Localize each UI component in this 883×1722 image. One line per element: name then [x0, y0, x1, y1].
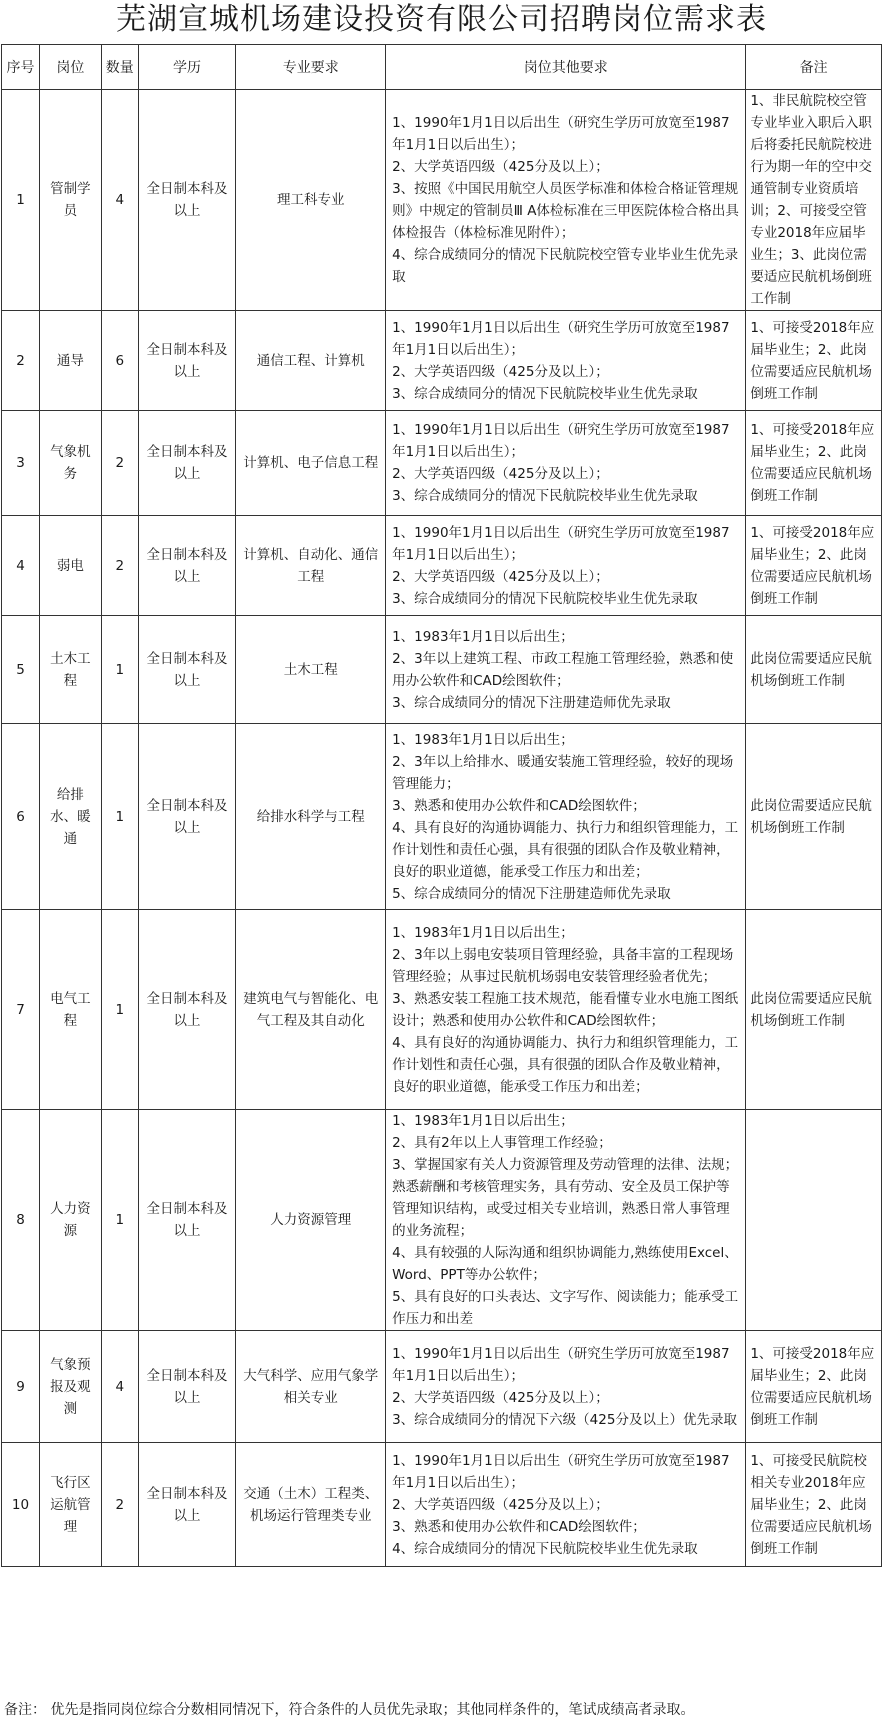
cell-note: 1、可接受2018年应届毕业生；2、此岗位需要适应民航机场倒班工作制: [746, 1331, 882, 1443]
requirement-item: 1、1983年1月1日以后出生；: [392, 731, 574, 748]
cell-no: 4: [2, 516, 40, 616]
cell-position: 给排水、暖通: [39, 724, 101, 910]
cell-note: 1、可接受2018年应届毕业生；2、此岗位需要适应民航机场倒班工作制: [746, 411, 882, 516]
cell-position: 人力资源: [39, 1110, 101, 1331]
requirement-item: 3、熟悉和使用办公软件和CAD绘图软件；: [392, 797, 646, 814]
cell-note: 1、非民航院校空管专业毕业入职后入职后将委托民航院校进行为期一年的空中交通管制专业资质培训；2、可接受空管专业2018年应届毕业生；3、此岗位需要适应民航机场倒班工作制: [746, 90, 882, 311]
requirement-item: 4、综合成绩同分的情况下民航院校毕业生优先录取: [392, 1540, 698, 1557]
cell-requirements: [386, 1110, 746, 1331]
cell-major: 土木工程: [236, 616, 386, 724]
cell-note: 1、可接受民航院校相关专业2018年应届毕业生；2、此岗位需要适应民航机场倒班工作制: [746, 1443, 882, 1567]
requirement-item: 2、3年以上建筑工程、市政工程施工管理经验，熟悉和使用办公软件和CAD绘图软件；: [392, 650, 734, 689]
requirement-item: 1、1990年1月1日以后出生（研究生学历可放宽至1987年1月1日以后出生）；: [392, 1345, 730, 1384]
cell-count: 2: [101, 411, 138, 516]
requirement-item: 3、熟悉安装工程施工技术规范，能看懂专业水电施工图纸设计；熟悉和使用办公软件和CAD绘图软件；: [392, 990, 739, 1029]
header-major: 专业要求: [236, 45, 386, 90]
requirement-item: 2、大学英语四级（425分及以上）；: [392, 1389, 609, 1406]
cell-requirements: [386, 724, 746, 910]
cell-count: 4: [101, 90, 138, 311]
requirement-item: 1、1983年1月1日以后出生；: [392, 628, 574, 645]
cell-position: 土木工程: [39, 616, 101, 724]
cell-major: 计算机、自动化、通信工程: [236, 516, 386, 616]
requirement-item: 1、1983年1月1日以后出生；: [392, 1113, 574, 1129]
header-education: 学历: [138, 45, 236, 90]
cell-education: 全日制本科及以上: [138, 1110, 236, 1331]
cell-position: 气象预报及观测: [39, 1331, 101, 1443]
cell-education: 全日制本科及以上: [138, 910, 236, 1110]
table-row: [2, 1331, 882, 1443]
requirement-item: 3、综合成绩同分的情况下民航院校毕业生优先录取: [392, 488, 698, 504]
cell-major: 大气科学、应用气象学相关专业: [236, 1331, 386, 1443]
table-row: [2, 724, 882, 910]
header-requirements: 岗位其他要求: [386, 45, 746, 90]
cell-education: 全日制本科及以上: [138, 1443, 236, 1567]
cell-note: 1、可接受2018年应届毕业生；2、此岗位需要适应民航机场倒班工作制: [746, 516, 882, 616]
cell-no: 8: [2, 1110, 40, 1331]
requirement-item: 2、大学英语四级（425分及以上）；: [392, 363, 609, 380]
cell-note: 此岗位需要适应民航机场倒班工作制: [746, 616, 882, 724]
cell-note: 此岗位需要适应民航机场倒班工作制: [746, 910, 882, 1110]
header-no: 序号: [2, 45, 40, 90]
requirement-item: 2、大学英语四级（425分及以上）；: [392, 159, 609, 175]
footnote: 备注： 优先是指同岗位综合分数相同情况下，符合条件的人员优先录取；其他同样条件的，笔试成绩高者录取。: [4, 1702, 695, 1718]
cell-no: 5: [2, 616, 40, 724]
table-row: [2, 1443, 882, 1567]
cell-no: 10: [2, 1443, 40, 1567]
cell-no: 1: [2, 90, 40, 311]
cell-major: 通信工程、计算机: [236, 311, 386, 411]
requirement-item: 5、综合成绩同分的情况下注册建造师优先录取: [392, 885, 671, 902]
requirement-item: 4、具有良好的沟通协调能力、执行力和组织管理能力，工作计划性和责任心强，具有很强的团队合作及敬业精神，良好的职业道德，能承受工作压力和出差；: [392, 1034, 739, 1095]
cell-count: 2: [101, 516, 138, 616]
requirement-item: 3、熟悉和使用办公软件和CAD绘图软件；: [392, 1518, 646, 1535]
requirement-item: 3、综合成绩同分的情况下民航院校毕业生优先录取: [392, 385, 698, 402]
recruitment-table: [1, 44, 882, 1567]
cell-position: 弱电: [39, 516, 101, 616]
table-row: [2, 411, 882, 516]
cell-major: 计算机、电子信息工程: [236, 411, 386, 516]
requirement-item: 5、具有良好的口头表达、文字写作、阅读能力；能承受工作压力和出差: [392, 1289, 739, 1327]
cell-requirements: [386, 1331, 746, 1443]
cell-no: 7: [2, 910, 40, 1110]
cell-count: 4: [101, 1331, 138, 1443]
requirement-item: 1、1990年1月1日以后出生（研究生学历可放宽至1987年1月1日以后出生）；: [392, 422, 730, 460]
cell-education: 全日制本科及以上: [138, 311, 236, 411]
header-row: [2, 45, 882, 90]
requirement-item: 2、大学英语四级（425分及以上）；: [392, 568, 609, 585]
requirement-item: 2、具有2年以上人事管理工作经验；: [392, 1135, 612, 1151]
cell-requirements: [386, 616, 746, 724]
table-row: [2, 1110, 882, 1331]
cell-education: 全日制本科及以上: [138, 616, 236, 724]
requirement-item: 4、综合成绩同分的情况下民航院校空管专业毕业生优先录取: [392, 247, 739, 285]
cell-count: 1: [101, 1110, 138, 1331]
requirement-item: 2、3年以上给排水、暖通安装施工管理经验，较好的现场管理能力；: [392, 753, 734, 792]
requirement-item: 2、3年以上弱电安装项目管理经验，具备丰富的工程现场管理经验；从事过民航机场弱电安装管理经验者优先；: [392, 946, 734, 985]
cell-count: 2: [101, 1443, 138, 1567]
cell-requirements: [386, 1443, 746, 1567]
cell-no: 2: [2, 311, 40, 411]
cell-position: 管制学员: [39, 90, 101, 311]
cell-major: 理工科专业: [236, 90, 386, 311]
header-count: 数量: [101, 45, 138, 90]
cell-education: 全日制本科及以上: [138, 90, 236, 311]
requirement-item: 3、综合成绩同分的情况下注册建造师优先录取: [392, 694, 671, 711]
cell-position: 通导: [39, 311, 101, 411]
table-row: [2, 90, 882, 311]
cell-no: 9: [2, 1331, 40, 1443]
cell-requirements: [386, 910, 746, 1110]
cell-requirements: [386, 311, 746, 411]
cell-no: 3: [2, 411, 40, 516]
requirement-item: 3、掌握国家有关人力资源管理及劳动管理的法律、法规；熟悉薪酬和考核管理实务，具有劳动、安全及员工保护等管理知识结构，或受过相关专业培训，熟悉日常人事管理的业务流程；: [392, 1157, 739, 1239]
cell-requirements: [386, 516, 746, 616]
table-row: [2, 516, 882, 616]
requirement-item: 1、1990年1月1日以后出生（研究生学历可放宽至1987年1月1日以后出生）；: [392, 115, 730, 153]
table-row: [2, 616, 882, 724]
requirement-item: 3、综合成绩同分的情况下民航院校毕业生优先录取: [392, 590, 698, 607]
cell-no: 6: [2, 724, 40, 910]
cell-major: 人力资源管理: [236, 1110, 386, 1331]
cell-education: 全日制本科及以上: [138, 516, 236, 616]
requirement-item: 2、大学英语四级（425分及以上）；: [392, 1496, 609, 1513]
requirement-item: 4、具有较强的人际沟通和组织协调能力,熟练使用Excel、Word、PPT等办公软件；: [392, 1245, 738, 1283]
cell-position: 飞行区运航管理: [39, 1443, 101, 1567]
cell-education: 全日制本科及以上: [138, 1331, 236, 1443]
requirement-item: 1、1983年1月1日以后出生；: [392, 924, 574, 941]
header-note: 备注: [746, 45, 882, 90]
cell-education: 全日制本科及以上: [138, 724, 236, 910]
cell-requirements: [386, 411, 746, 516]
cell-count: 6: [101, 311, 138, 411]
page-title: 芜湖宣城机场建设投资有限公司招聘岗位需求表: [116, 2, 767, 37]
cell-note: [746, 1110, 882, 1331]
requirement-item: 2、大学英语四级（425分及以上）；: [392, 466, 609, 482]
cell-education: 全日制本科及以上: [138, 411, 236, 516]
cell-requirements: [386, 90, 746, 311]
requirement-item: 3、综合成绩同分的情况下六级（425分及以上）优先录取: [392, 1411, 737, 1428]
requirement-item: 3、按照《中国民用航空人员医学标准和体检合格证管理规则》中规定的管制员Ⅲ A体检标准在三甲医院体检合格出具体检报告（体检标准见附件）；: [392, 181, 739, 241]
cell-major: 建筑电气与智能化、电气工程及其自动化: [236, 910, 386, 1110]
cell-count: 1: [101, 616, 138, 724]
requirement-item: 1、1990年1月1日以后出生（研究生学历可放宽至1987年1月1日以后出生）；: [392, 319, 730, 358]
cell-count: 1: [101, 724, 138, 910]
cell-note: 此岗位需要适应民航机场倒班工作制: [746, 724, 882, 910]
header-position: 岗位: [39, 45, 101, 90]
cell-position: 电气工程: [39, 910, 101, 1110]
requirement-item: 4、具有良好的沟通协调能力、执行力和组织管理能力，工作计划性和责任心强，具有很强的团队合作及敬业精神，良好的职业道德，能承受工作压力和出差；: [392, 819, 739, 880]
requirement-item: 1、1990年1月1日以后出生（研究生学历可放宽至1987年1月1日以后出生）；: [392, 524, 730, 563]
cell-note: 1、可接受2018年应届毕业生；2、此岗位需要适应民航机场倒班工作制: [746, 311, 882, 411]
table-row: [2, 311, 882, 411]
table-row: [2, 910, 882, 1110]
cell-count: 1: [101, 910, 138, 1110]
cell-major: 交通（土木）工程类、机场运行管理类专业: [236, 1443, 386, 1567]
cell-major: 给排水科学与工程: [236, 724, 386, 910]
cell-position: 气象机务: [39, 411, 101, 516]
requirement-item: 1、1990年1月1日以后出生（研究生学历可放宽至1987年1月1日以后出生）；: [392, 1452, 730, 1491]
